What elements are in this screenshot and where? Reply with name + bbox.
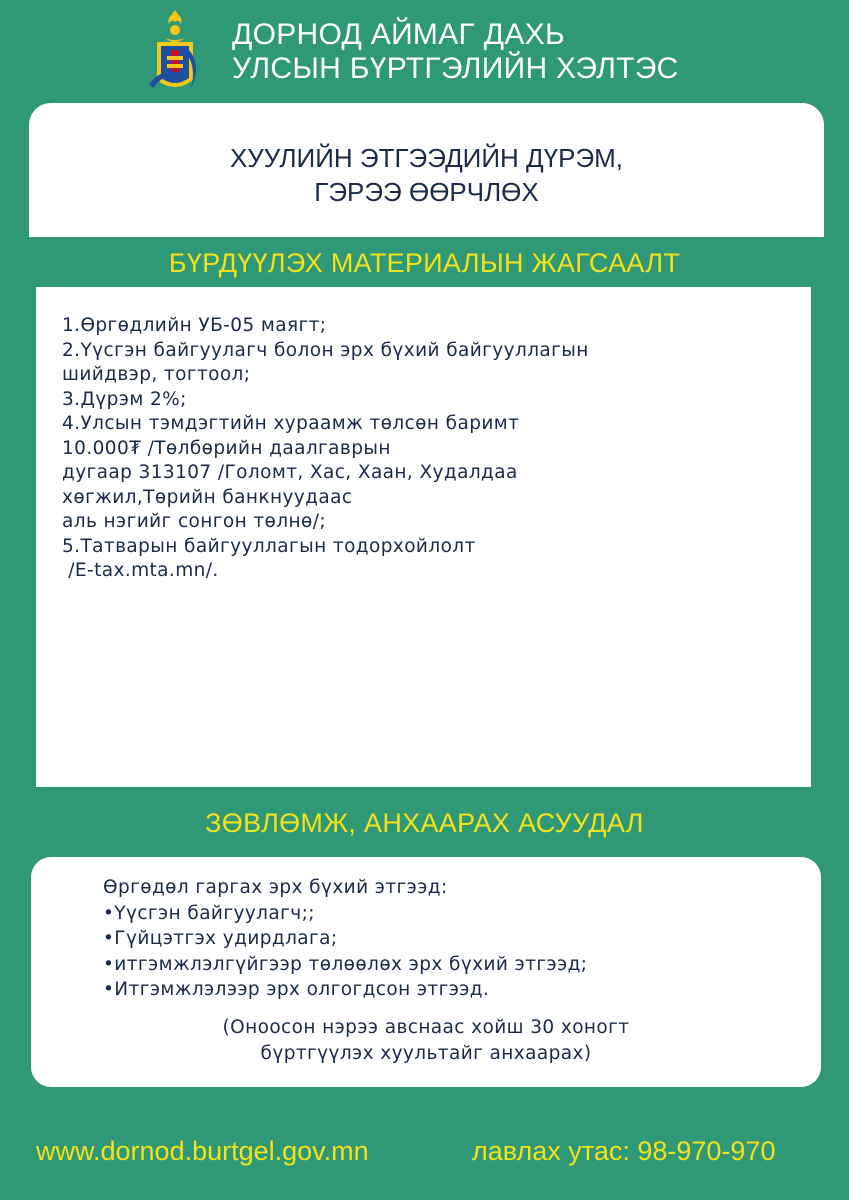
advice-note-line1: (Оноосон нэрээ авснаас хойш 30 хоногт	[222, 1017, 630, 1038]
advice-line: •Итгэмжлэлээр эрх олгогдсон этгээд.	[103, 979, 490, 1000]
materials-line: шийдвэр, тогтоол;	[62, 364, 251, 385]
materials-line: дугаар 313107 /Голомт, Хас, Хаан, Худалдаа	[62, 462, 518, 483]
website-link[interactable]: www.dornod.burtgel.gov.mn	[36, 1136, 369, 1166]
materials-line: 1.Өргөдлийн УБ-05 маягт;	[62, 315, 327, 336]
service-title	[29, 141, 824, 209]
advice-line: •Гүйцэтгэх удирдлага;	[103, 928, 338, 949]
materials-line: хөгжил,Төрийн банкнуудаас	[62, 486, 353, 508]
service-title-line1: ХУУЛИЙН ЭТГЭЭДИЙН ДҮРЭМ,	[229, 143, 624, 173]
materials-heading: БҮРДҮҮЛЭХ МАТЕРИАЛЫН ЖАГСААЛТ	[168, 248, 681, 278]
materials-line: 10.000₮ /Төлбөрийн даалгаврын	[62, 437, 391, 459]
materials-line: аль нэгийг сонгон төлнө/;	[62, 511, 326, 532]
materials-line: 5.Татварын байгууллагын тодорхойлолт	[62, 535, 476, 557]
header-title-line1: ДОРНОД АЙМАГ ДАХЬ	[232, 18, 565, 51]
advice-list	[103, 875, 587, 1003]
service-title-card	[29, 103, 824, 237]
service-title-line2: ГЭРЭЭ ӨӨРЧЛӨХ	[314, 177, 539, 207]
phone-number: лавлах утас: 98-970-970	[472, 1136, 776, 1166]
materials-card	[36, 287, 811, 787]
advice-line: •Үүсгэн байгуулагч;;	[103, 902, 315, 924]
advice-line: Өргөдөл гаргах эрх бүхий этгээд:	[103, 877, 448, 898]
materials-list	[62, 314, 791, 584]
materials-line: 2.Үүсгэн байгуулагч болон эрх бүхий байгууллагын	[62, 339, 589, 361]
advice-heading: ЗӨВЛӨМЖ, АНХААРАХ АСУУДАЛ	[205, 808, 644, 838]
header-title	[232, 18, 679, 86]
national-registry-emblem-icon	[143, 8, 207, 96]
header-title-line2: УЛСЫН БҮРТГЭЛИЙН ХЭЛТЭС	[232, 52, 679, 85]
materials-line: 3.Дүрэм 2%;	[62, 388, 187, 410]
advice-line: •итгэмжлэлгүйгээр төлөөлөх эрх бүхий этгээд;	[103, 953, 588, 975]
advice-note-line2: бүртгүүлэх хуультайг анхаарах)	[260, 1042, 592, 1064]
advice-card	[31, 857, 821, 1087]
advice-note	[31, 1015, 821, 1066]
materials-line: /E-tax.mta.mn/.	[62, 560, 219, 581]
materials-line: 4.Улсын тэмдэгтийн хураамж төлсөн баримт	[62, 413, 520, 434]
